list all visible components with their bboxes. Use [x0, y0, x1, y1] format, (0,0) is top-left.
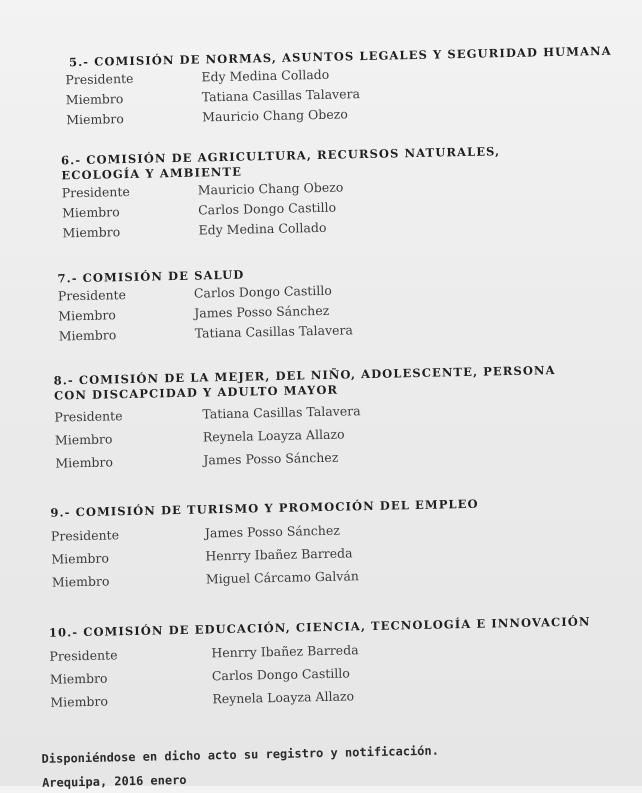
commission-title: 6.- COMISIÓN DE AGRICULTURA, RECURSOS NATURALES, ECOLOGÍA Y AMBIENTE — [60, 144, 501, 183]
member-name: Carlos Dongo Castillo — [197, 199, 337, 218]
member-role: Presidente — [54, 408, 123, 425]
member-role: Presidente — [57, 287, 127, 304]
member-name: Tatiana Casillas Talavera — [201, 86, 361, 105]
commission-8 — [54, 361, 642, 474]
commission-title: 9.- COMISIÓN DE TURISMO Y PROMOCIÓN DEL EMPLEO — [50, 496, 479, 520]
place-date: Arequipa, 2016 enero — [41, 772, 187, 790]
member-role: Presidente — [49, 647, 118, 664]
member-name: James Posso Sánchez — [204, 522, 341, 541]
member-name: Miguel Cárcamo Galván — [205, 568, 360, 587]
commission-6 — [61, 140, 642, 243]
member-role: Miembro — [58, 307, 117, 324]
member-role: Miembro — [54, 431, 113, 448]
member-role: Miembro — [58, 327, 117, 344]
member-name: Henrry Ibañez Barreda — [211, 642, 359, 661]
member-name: Mauricio Chang Obezo — [202, 106, 348, 125]
registration-note: Disponiéndose en dicho acto su registro y notificación. — [41, 743, 440, 766]
member-name: Carlos Dongo Castillo — [211, 665, 351, 684]
commission-10 — [49, 613, 642, 713]
member-name: Tatiana Casillas Talavera — [202, 403, 361, 422]
member-name: Edy Medina Collado — [198, 219, 327, 238]
member-role: Miembro — [62, 204, 120, 221]
commission-title: 5.- COMISIÓN DE NORMAS, ASUNTOS LEGALES Y SEGURIDAD HUMANA — [68, 43, 612, 70]
member-role: Miembro — [65, 91, 124, 108]
member-name: Tatiana Casillas Talavera — [194, 322, 354, 341]
member-name: James Posso Sánchez — [203, 449, 339, 468]
commission-title: 10.- COMISIÓN DE EDUCACIÓN, CIENCIA, TECNOLOGÍA E INNOVACIÓN — [48, 614, 591, 640]
member-role: Presidente — [50, 527, 120, 544]
member-role: Miembro — [55, 454, 114, 471]
member-name: Carlos Dongo Castillo — [193, 282, 332, 301]
member-name: Reynela Loayza Allazo — [212, 688, 355, 707]
member-role: Miembro — [51, 550, 110, 567]
member-name: James Posso Sánchez — [194, 302, 330, 321]
member-role: Miembro — [49, 670, 108, 687]
member-name: Henrry Ibañez Barreda — [205, 545, 353, 564]
member-role: Miembro — [51, 573, 110, 590]
member-name: Mauricio Chang Obezo — [197, 179, 344, 198]
member-role: Miembro — [50, 693, 109, 710]
member-role: Miembro — [66, 111, 124, 128]
commission-7 — [57, 259, 642, 347]
member-role: Presidente — [61, 183, 130, 201]
commission-title: 8.- COMISIÓN DE LA MEJER, DEL NIÑO, ADOLESCENTE, PERSONA CON DISCAPCIDAD Y ADULTO MAYOR — [53, 363, 556, 403]
commission-9 — [50, 493, 642, 593]
member-name: Edy Medina Collado — [201, 66, 330, 85]
member-name: Reynela Loayza Allazo — [202, 426, 345, 445]
commission-title: 7.- COMISIÓN DE SALUD — [57, 267, 245, 286]
commission-5 — [65, 42, 642, 130]
member-role: Miembro — [62, 224, 121, 241]
member-role: Presidente — [65, 70, 134, 88]
